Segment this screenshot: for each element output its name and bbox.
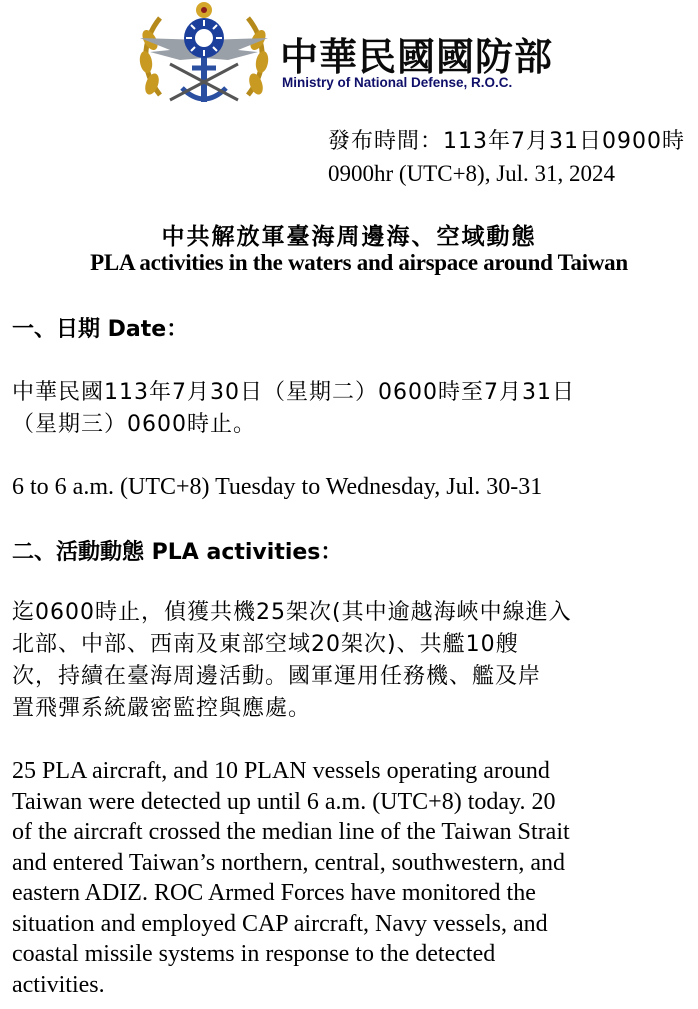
publish-time xyxy=(328,126,685,190)
section-date-en: 6 to 6 a.m. (UTC+8) Tuesday to Wednesday, Jul. 30-31 xyxy=(12,474,543,500)
section-activities-en xyxy=(12,756,698,1000)
org-name-en: Ministry of National Defense, R.O.C. xyxy=(282,75,513,90)
text-line: situation and employed CAP aircraft, Navy vessels, and xyxy=(12,910,548,937)
text-line: of the aircraft crossed the median line of the Taiwan Strait xyxy=(12,819,570,845)
text-line: and entered Taiwan’s northern, central, southwestern, and xyxy=(12,849,566,876)
header xyxy=(130,0,580,125)
section-activities-zh xyxy=(12,597,698,725)
mnd-emblem-icon xyxy=(130,0,280,120)
text-line: coastal missile systems in response to the detected xyxy=(12,941,496,967)
section-date-heading: 一、日期 Date： xyxy=(12,317,189,342)
text-line: 中華民國113年7月30日（星期二）0600時至7月31日 xyxy=(12,380,575,405)
text-line: （星期三）0600時止。 xyxy=(12,412,256,437)
title-zh: 中共解放軍臺海周邊海、空域動態 xyxy=(161,224,537,250)
text-line: 北部、中部、西南及東部空域20架次)、共艦10艘 xyxy=(12,632,519,657)
text-line: eastern ADIZ. ROC Armed Forces have monitored the xyxy=(12,880,536,906)
text-line: Taiwan were detected up until 6 a.m. (UTC+8) today. 20 xyxy=(12,788,556,815)
text-line: 置飛彈系統嚴密監控與應處。 xyxy=(12,696,312,721)
text-line: 迄0600時止，偵獲共機25架次(其中逾越海峽中線進入 xyxy=(12,600,572,625)
section-activities-heading: 二、活動動態 PLA activities： xyxy=(12,540,343,565)
publish-time-en: 0900hr (UTC+8), Jul. 31, 2024 xyxy=(328,161,616,186)
org-name-zh: 中華民國國防部 xyxy=(280,35,554,79)
publish-time-zh: 發布時間：113年7月31日0900時 xyxy=(328,129,685,154)
text-line: activities. xyxy=(12,971,105,998)
section-date-zh xyxy=(12,377,698,441)
text-line: 25 PLA aircraft, and 10 PLAN vessels operating around xyxy=(12,758,550,784)
title-en: PLA activities in the waters and airspace around Taiwan xyxy=(90,250,628,275)
text-line: 次，持續在臺海周邊活動。國軍運用任務機、艦及岸 xyxy=(12,664,542,689)
